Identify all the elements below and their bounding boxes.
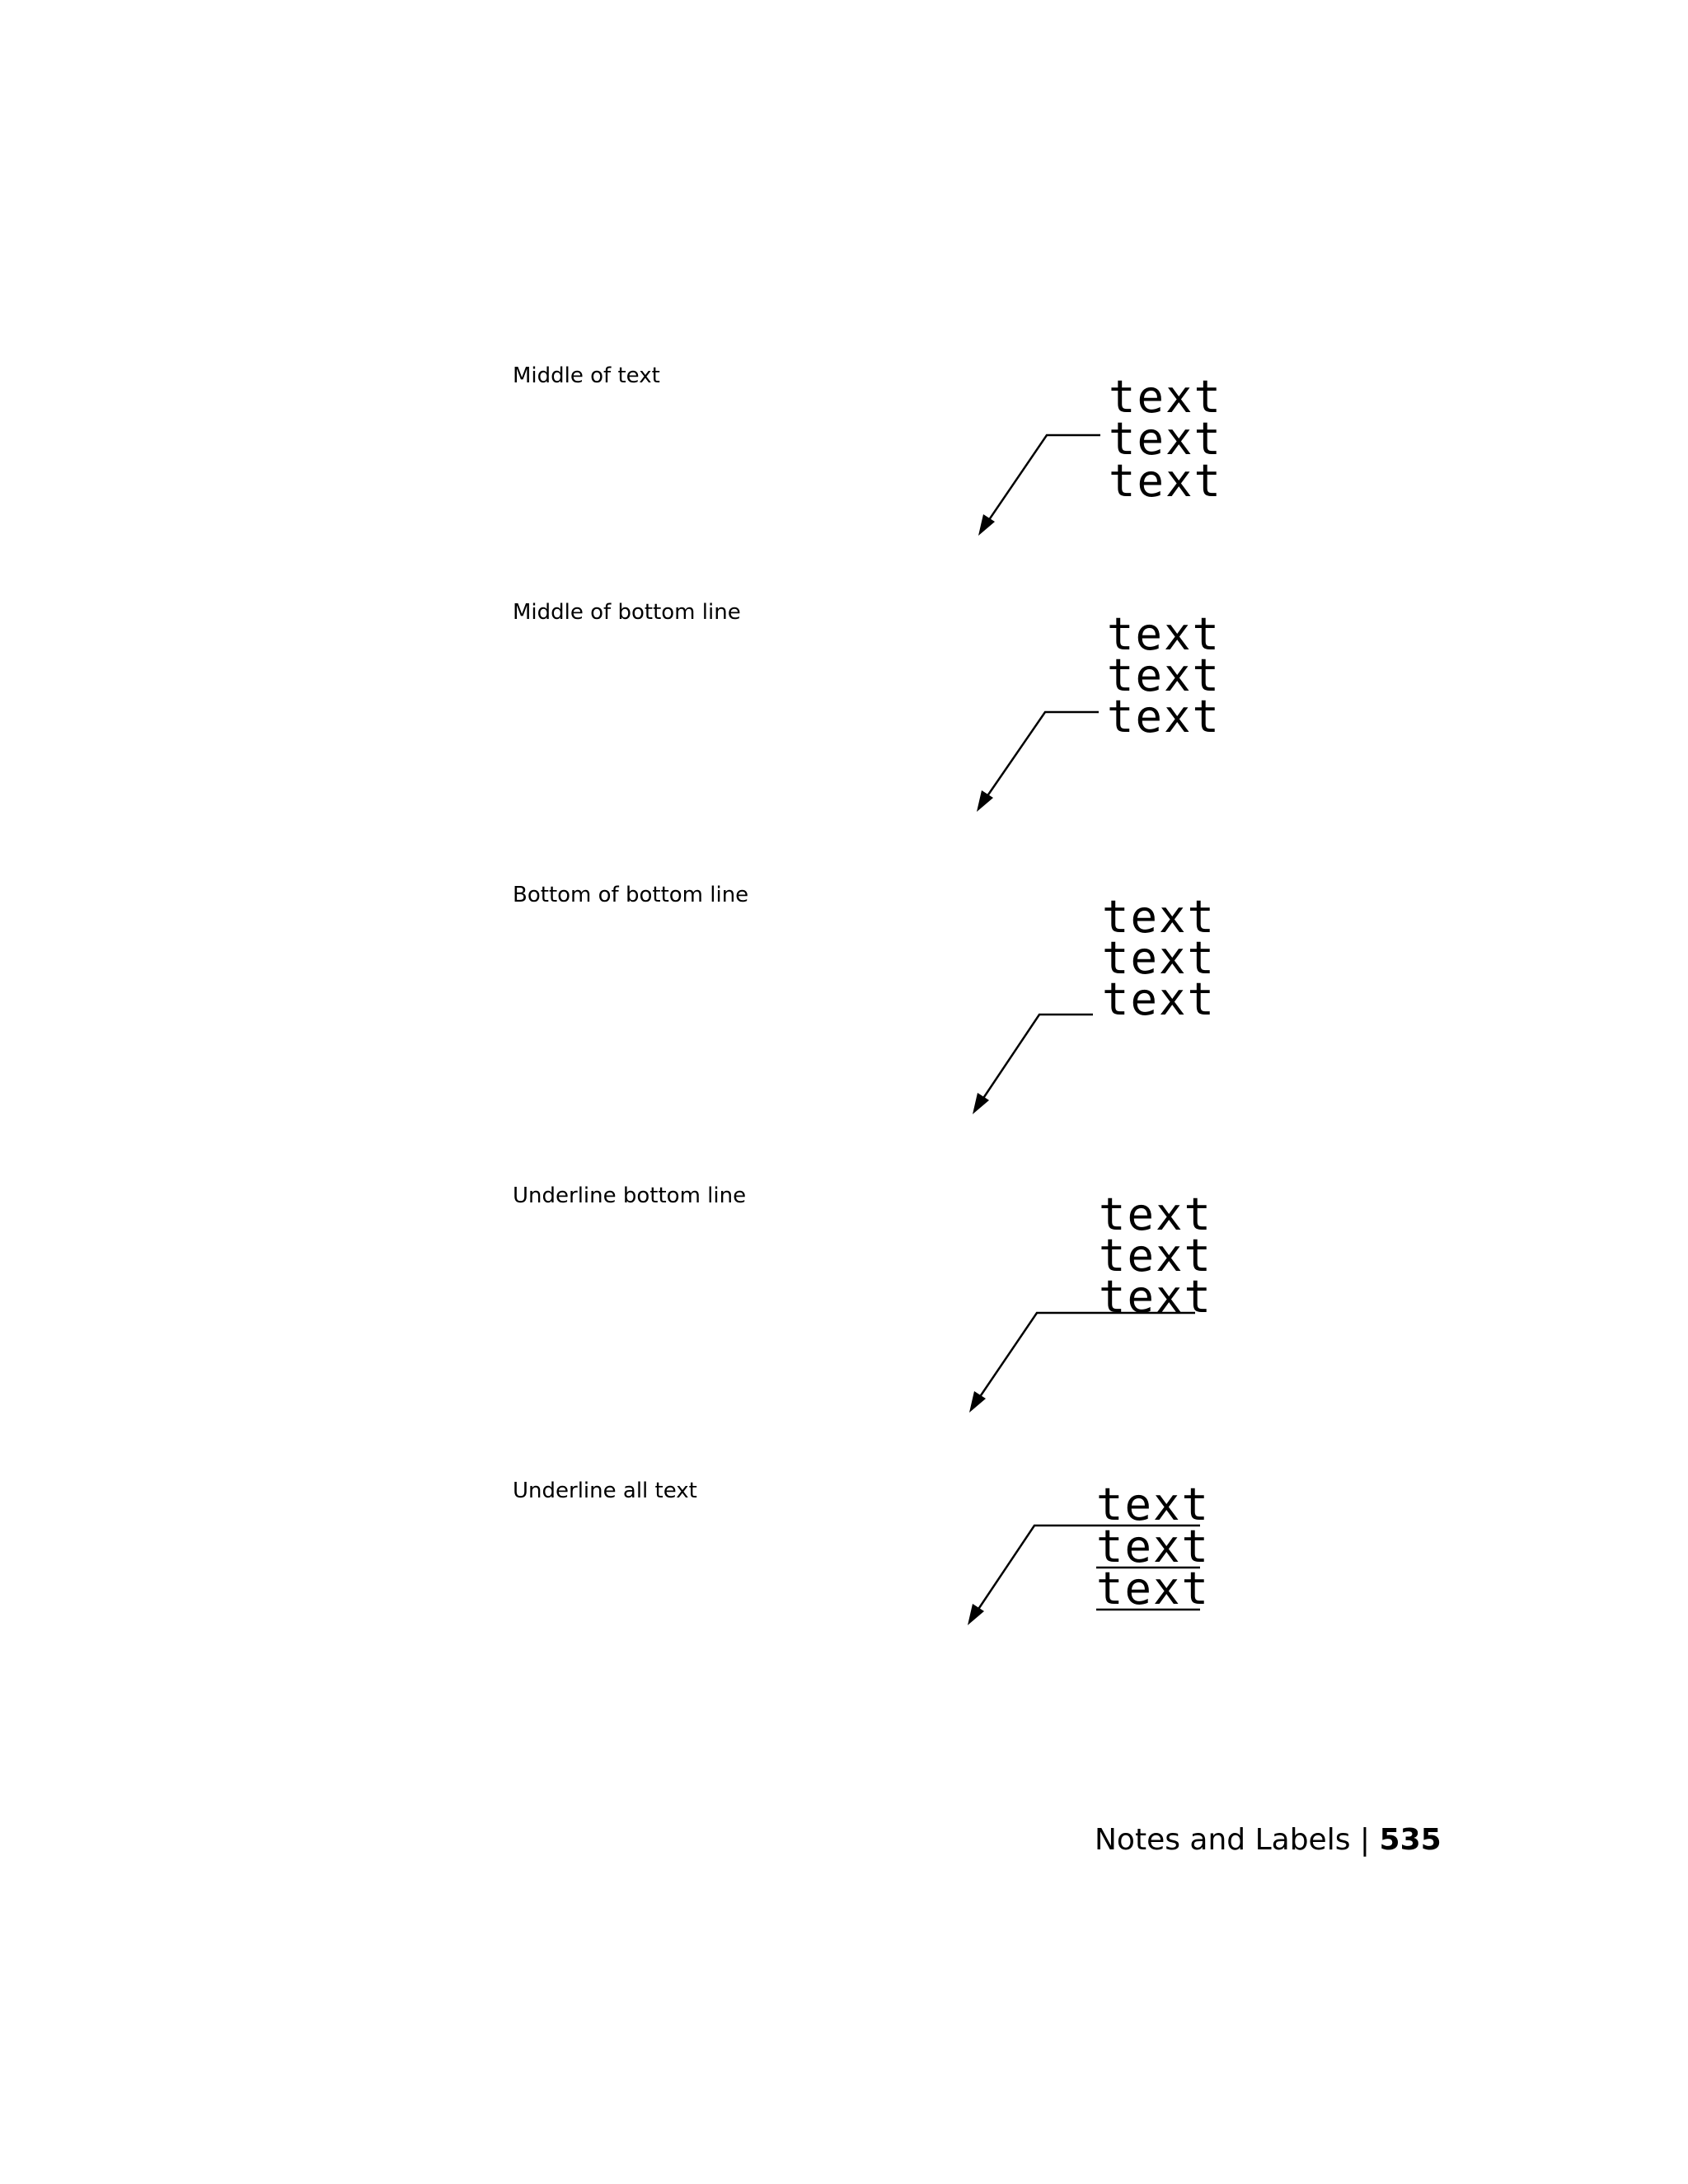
leader-line	[983, 712, 1099, 802]
text-line-1: text	[1109, 371, 1223, 423]
text-line-2: text	[1107, 649, 1221, 701]
footer-separator: |	[1359, 1823, 1371, 1857]
leader-line	[985, 435, 1100, 526]
text-line-2: text	[1099, 1230, 1213, 1282]
leader-line	[974, 1526, 1096, 1615]
leader-diagram-middle-of-text	[948, 363, 1236, 552]
text-line-1: text	[1107, 608, 1221, 660]
leader-line	[976, 1313, 1195, 1403]
text-line-1: text	[1099, 1188, 1213, 1240]
text-line-1: text	[1096, 1479, 1211, 1530]
text-line-3: text	[1096, 1563, 1211, 1615]
leader-line	[979, 1015, 1093, 1104]
arrowhead-icon	[969, 1391, 986, 1413]
leader-diagram-bottom-of-bottom-line	[948, 882, 1236, 1071]
leader-diagram-underline-all-text	[948, 1475, 1236, 1665]
text-line-3: text	[1099, 1271, 1213, 1323]
footer-section-title: Notes and Labels	[1095, 1823, 1351, 1857]
text-line-3: text	[1109, 455, 1223, 507]
page-number: 535	[1379, 1823, 1442, 1857]
text-line-3: text	[1107, 691, 1221, 743]
text-line-3: text	[1102, 973, 1217, 1025]
leader-diagram-underline-bottom-line	[948, 1180, 1236, 1370]
page-footer	[1095, 1823, 1442, 1857]
arrowhead-icon	[968, 1604, 984, 1625]
arrowhead-icon	[977, 790, 993, 812]
text-line-2: text	[1102, 932, 1217, 984]
arrowhead-icon	[973, 1093, 989, 1114]
leader-diagram-middle-of-bottom-line	[948, 602, 1236, 791]
row-label-underline-all-text: Underline all text	[513, 1479, 697, 1503]
row-label-bottom-of-bottom-line: Bottom of bottom line	[513, 883, 749, 907]
row-label-underline-bottom-line: Underline bottom line	[513, 1183, 747, 1208]
row-label-middle-of-text: Middle of text	[513, 363, 660, 388]
arrowhead-icon	[978, 514, 995, 536]
text-line-1: text	[1102, 891, 1217, 943]
text-line-2: text	[1096, 1521, 1211, 1572]
row-label-middle-of-bottom-line: Middle of bottom line	[513, 600, 741, 625]
text-line-2: text	[1109, 413, 1223, 465]
